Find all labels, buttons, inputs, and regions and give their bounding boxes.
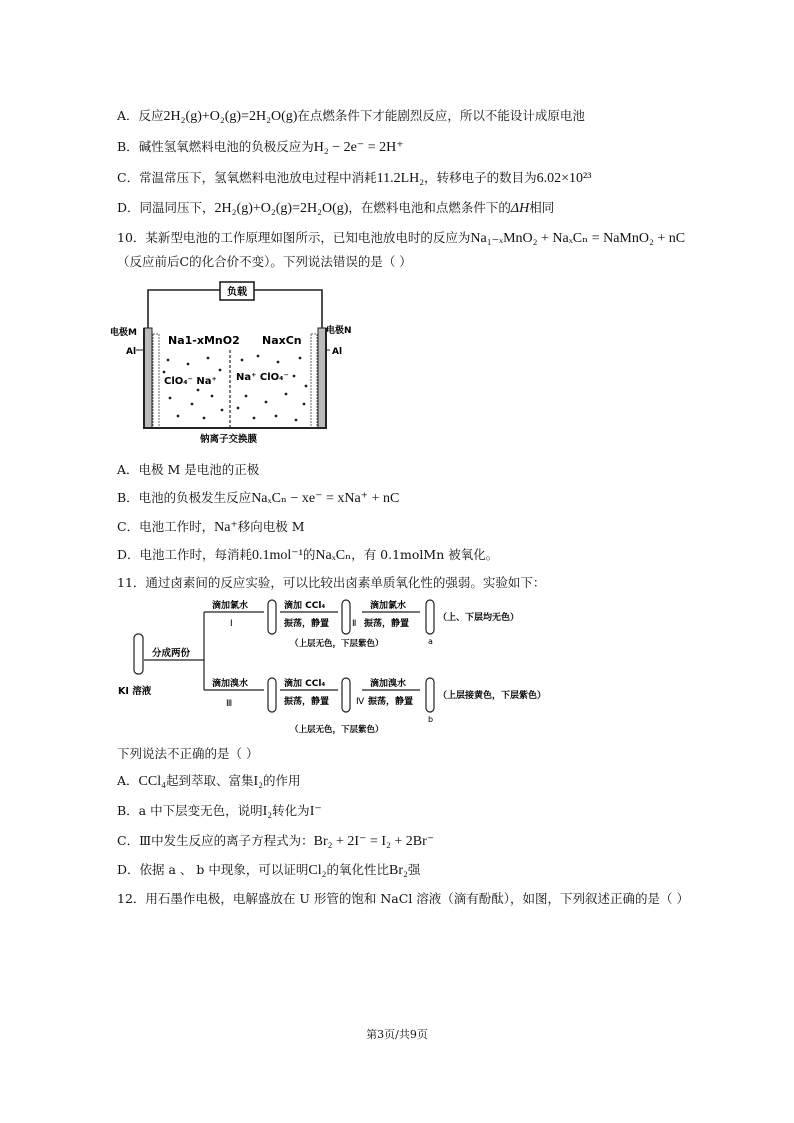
q10-option-d: D．电池工作时，每消耗0.1mol⁻¹的NaₓCₙ，有 0.1molMn 被氧化。: [117, 547, 499, 563]
split-label: 分成两份: [152, 648, 191, 659]
halogen-experiment-diagram: [112, 598, 562, 740]
right-material-label: NaxCn: [262, 334, 302, 347]
membrane-label: 钠离子交换膜: [200, 434, 258, 445]
al-right-label: Al: [332, 347, 343, 357]
electrode-n-label: 电极N: [326, 326, 352, 336]
label-a: a: [428, 637, 433, 646]
electrode-n: [318, 328, 326, 428]
q11-option-b: B．a 中下层变无色，说明I₂转化为I⁻: [117, 803, 322, 819]
q10-option-b: B．电池的负极发生反应NaₓCₙ − xe⁻ = xNa⁺ + nC: [117, 490, 400, 506]
electrode-m-label: 电极M: [110, 328, 137, 338]
tube-a: [426, 600, 434, 634]
q10-stem-line2: （反应前后C的化合价不变）。下列说法错误的是（ ）: [117, 254, 412, 269]
r2-add2: 滴加 CCl₄: [284, 679, 326, 689]
q11-stem: 11．通过卤素间的反应实验，可以比较出卤素单质氧化性的强弱。实验如下：: [117, 575, 546, 590]
r1-num2: Ⅱ: [352, 619, 357, 629]
left-ions-label: ClO₄⁻ Na⁺: [164, 376, 217, 387]
right-ions-label: Na⁺ ClO₄⁻: [236, 372, 289, 383]
tube-r1-2: [342, 600, 350, 634]
ki-label: KI 溶液: [118, 686, 152, 697]
q11-option-c: C．Ⅲ中发生反应的离子方程式为：Br₂ + 2I⁻ = I₂ + 2Br⁻: [117, 833, 435, 849]
q11-ask: 下列说法不正确的是（ ）: [117, 746, 259, 761]
left-material-label: Na1-xMnO2: [168, 334, 240, 347]
tube-r1-1: [268, 600, 276, 634]
r2-num1: Ⅲ: [226, 699, 233, 709]
q10-option-a: A．电极 M 是电池的正极: [117, 462, 260, 477]
r1-note: （上层无色，下层紫色）: [290, 639, 384, 649]
r1-num1: Ⅰ: [230, 619, 233, 629]
q10-option-c: C．电池工作时，Na⁺移向电极 M: [117, 519, 305, 535]
q9-option-d: D．同温同压下，2H₂(g)+O₂(g)=2H₂O(g)，在燃料电池和点燃条件下的ΔH相同: [117, 200, 555, 216]
q9-option-a: A．反应2H₂(g)+O₂(g)=2H₂O(g)在点燃条件下才能剧烈反应，所以不能设计成原电池: [117, 108, 585, 124]
tube-r2-2: [342, 678, 350, 712]
battery-diagram: [108, 280, 358, 450]
page-footer: 第3页/共9页: [366, 1028, 428, 1041]
r2-num2: Ⅳ: [356, 697, 365, 707]
q9-option-c: C．常温常压下，氢氧燃料电池放电过程中消耗11.2LH₂，转移电子的数目为6.02×10²³: [117, 170, 592, 186]
electrode-m: [144, 328, 152, 428]
q10-stem: 10．某新型电池的工作原理如图所示，已知电池放电时的反应为Na₁₋ₓMnO₂ + NaₓCₙ = NaMnO₂ + nC: [117, 230, 686, 246]
al-left-label: Al: [126, 347, 137, 357]
r1-add1: 滴加氯水: [212, 601, 249, 611]
r2-result: （上层接黄色，下层紫色）: [438, 691, 547, 701]
r2-note: （上层无色，下层紫色）: [290, 725, 384, 735]
q11-option-d: D．依据 a 、 b 中现象，可以证明Cl₂的氧化性比Br₂强: [117, 862, 421, 878]
r2-shake: 振荡，静置: [284, 697, 330, 707]
label-b: b: [428, 715, 434, 724]
r1-shake: 振荡，静置: [284, 619, 330, 629]
tube-r2-1: [268, 678, 276, 712]
r2-add1: 滴加溴水: [212, 679, 249, 689]
r1-add3: 滴加氯水: [370, 601, 407, 611]
r1-result: （上、下层均无色）: [438, 613, 520, 623]
r2-add3: 滴加溴水: [370, 679, 407, 689]
r1-shake2: 振荡，静置: [364, 619, 410, 629]
q11-option-a: A．CCl₄起到萃取、富集I₂的作用: [117, 773, 301, 789]
q12-stem: 12．用石墨作电极，电解盛放在 U 形管的饱和 NaCl 溶液（滴有酚酞），如图，下列叙述正确的是（ ）: [117, 891, 690, 906]
r1-add2: 滴加 CCl₄: [284, 601, 326, 611]
tube-b: [426, 678, 434, 712]
ki-tube: [134, 634, 143, 674]
load-label: 负载: [227, 287, 247, 298]
r2-shake2: 振荡，静置: [368, 697, 414, 707]
particle-dots: [163, 355, 308, 422]
q9-option-b: B．碱性氢氧燃料电池的负极反应为H₂ − 2e⁻ = 2H⁺: [117, 139, 404, 155]
